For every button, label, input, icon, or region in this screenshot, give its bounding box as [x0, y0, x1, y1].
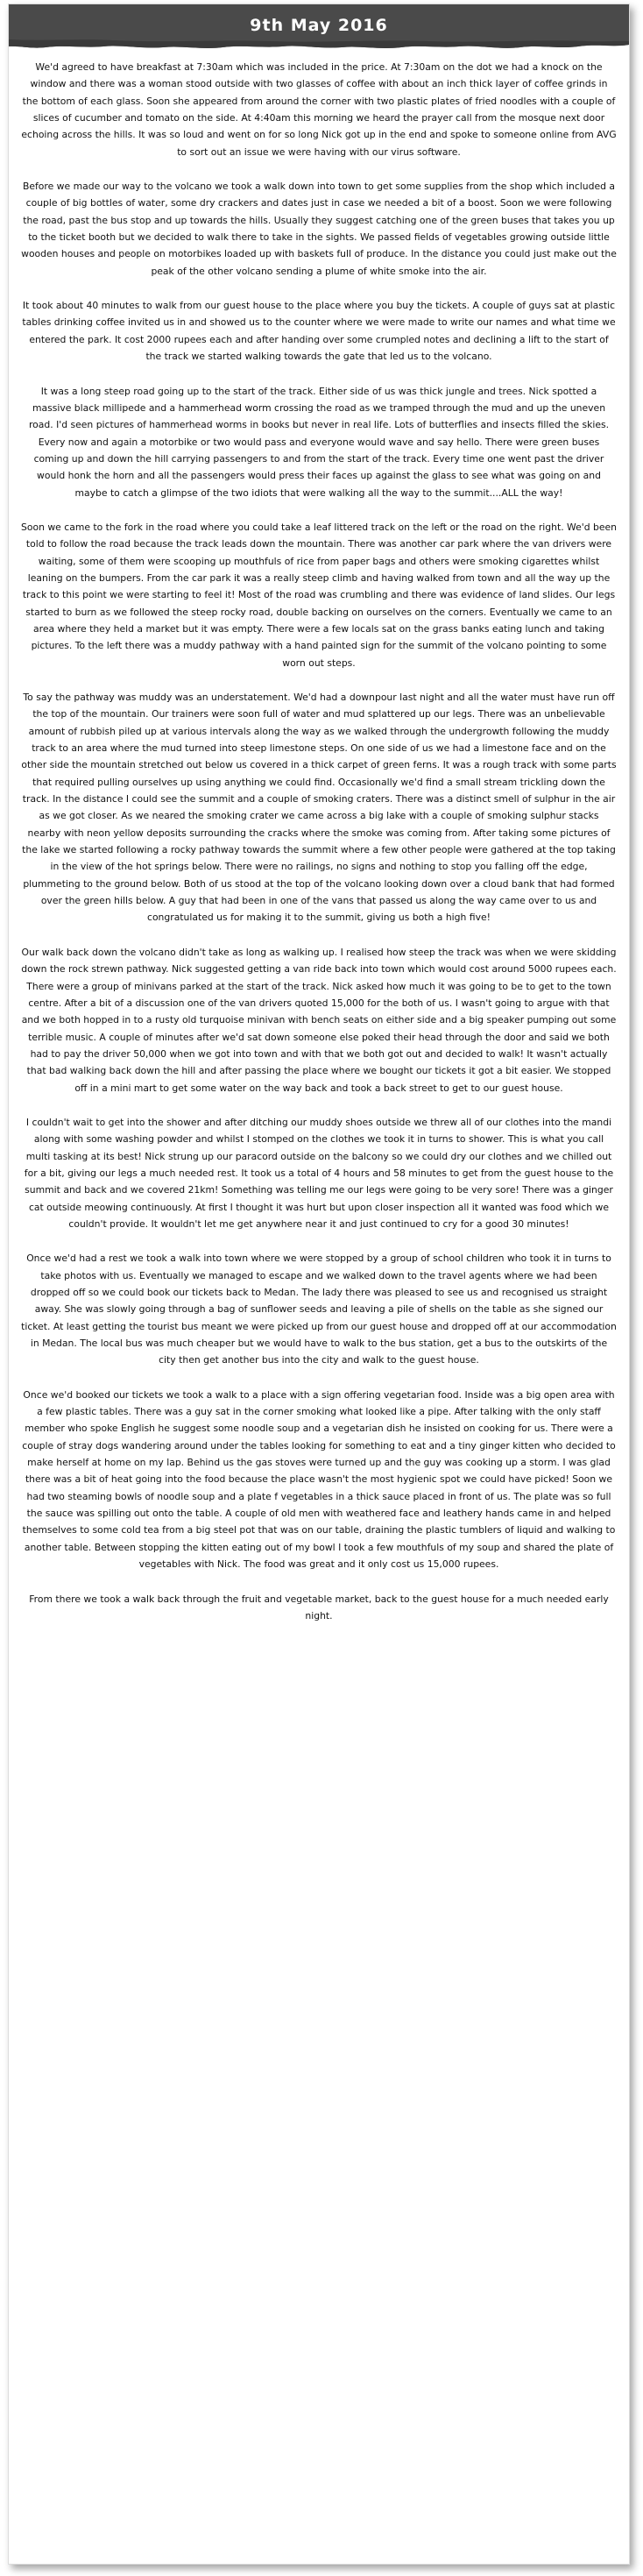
- paragraph-muddy-pathway: To say the pathway was muddy was an understatement. We'd had a downpour last night and all the water must have run off the top of the mountain. Our trainers were soon full of water and mud splattered up our legs. There was an unbelievable amount of rubbish piled up at various intervals along the way as we walked through the undergrowth following the muddy track to an area where the mud turned into steep limestone steps. On one side of us we had a limestone face and on the other side the mountain stretched out below us covered in a thick carpet of green ferns. It was a rough track with some parts that required pulling ourselves up using anything we could find. Occasionally we'd find a small stream trickling down the track. In the distance I could see the summit and a couple of smoking craters. There was a distinct smell of sulphur in the air as we got closer. As we neared the smoking crater we came across a big lake with a couple of smoking sulphur stacks nearby with neon yellow deposits surrounding the cracks where the smoke was coming from. After taking some pictures of the lake we started following a rocky pathway towards the summit where a few other people were gathered at the top taking in the view of the hot springs below. There were no railings, no signs and nothing to stop you falling off the edge, plummeting to the ground below. Both of us stood at the top of the volcano looking down over a cloud bank that had formed over the green hills below. A guy that had been in one of the vans that passed us along the way came over to us and congratulated us for making it to the summit, giving us both a high five!: [21, 692, 617, 924]
- journal-page: [8, 4, 630, 2565]
- paragraph-fork-in-road: Soon we came to the fork in the road where you could take a leaf littered track on the left or the road on the right. We'd been told to follow the road because the track leads down the mountain. There was another car park where the van drivers were waiting, some of them were scooping up mouthfuls of rice from paper bags and others were smoking cigarettes whilst leaning on the bumpers. From the car park it was a really steep climb and having walked from town and all the way up the track to this point we were starting to feel it! Most of the road was crumbling and there was evidence of land slides. Our legs started to burn as we followed the steep rocky road, double backing on ourselves on the corners. Eventually we came to an area where they held a market but it was empty. There were a few locals sat on the grass banks eating lunch and taking pictures. To the left there was a muddy pathway with a hand painted sign for the summit of the volcano pointing to some worn out steps.: [21, 521, 617, 669]
- paragraph-market: From there we took a walk back through the fruit and vegetable market, back to the guest house for a much needed early night.: [29, 1593, 609, 1622]
- paragraph-walk-down: Our walk back down the volcano didn't take as long as walking up. I realised how steep the track was when we were skidding down the rock strewn pathway. Nick suggested getting a van ride back into town which would cost around 5000 rupees each. There were a group of minivans parked at the start of the track. Nick asked how much it was going to be to get to the town centre. After a bit of a discussion one of the van drivers quoted 15,000 for the both of us. I wasn't going to argue with that and we both hopped in to a rusty old turquoise minivan with bench seats on either side and a big speaker pumping out some terrible music. A couple of minutes after we'd sat down someone else poked their head through the door and said we both had to pay the driver 50,000 when we got into town and with that we both got out and decided to walk! It wasn't actually that bad walking back down the hill and after passing the place where we bought our tickets it got a bit easier. We stopped off in a mini mart to get some water on the way back and took a back street to get to our guest house.: [21, 946, 617, 1094]
- paragraph-tickets: It took about 40 minutes to walk from our guest house to the place where you buy the tickets. A couple of guys sat at plastic tables drinking coffee invited us in and showed us to the counter where we were made to write our names and what time we entered the park. It cost 2000 rupees each and after handing over some crumpled notes and declining a lift to the start of the track we started walking towards the gate that led us to the volcano.: [22, 300, 616, 363]
- date-banner: [9, 4, 629, 55]
- paragraph-road-up: It was a long steep road going up to the start of the track. Either side of us was thick jungle and trees. Nick spotted a massive black millipede and a hammerhead worm crossing the road as we tramped through the mud and up the uneven road. I'd seen pictures of hammerhead worms in books but never in real life. Lots of butterflies and insects filled the skies. Every now and again a motorbike or two would pass and everyone would wave and say hello. There were green buses coming up and down the hill carrying passengers to and from the start of the track. Every time one went past the driver would honk the horn and all the passengers would press their faces up against the glass to see what was going on and maybe to catch a glimpse of the two idiots that were walking all the way to the summit....ALL the way!: [28, 385, 610, 499]
- paragraph-supplies: Before we made our way to the volcano we took a walk down into town to get some supplies from the shop which included a couple of big bottles of water, some dry crackers and dates just in case we needed a bit of a boost. Soon we were following the road, past the bus stop and up towards the hills. Usually they suggest catching one of the green buses that takes you up to the ticket booth but we decided to walk there to take in the sights. We passed fields of vegetables growing outside little wooden houses and people on motorbikes loaded up with baskets full of produce. In the distance you could just make out the peak of the other volcano sending a plume of white smoke into the air.: [21, 181, 617, 277]
- entry-body: [21, 59, 617, 1642]
- entry-date: 9th May 2016: [250, 16, 388, 35]
- paragraph-vegetarian-food: Once we'd booked our tickets we took a walk to a place with a sign offering vegetarian food. Inside was a big open area with a few plastic tables. There was a guy sat in the corner smoking what looked like a pipe. After talking with the only staff member who spoke English he suggest some noodle soup and a vegetarian dish he insisted on cooking for us. There were a couple of stray dogs wandering around under the tables looking for something to eat and a tiny ginger kitten who decided to make herself at home on my lap. Behind us the gas stoves were turned up and the guy was cooking up a storm. I was glad there was a bit of heat going into the food because the place wasn't the most hygienic spot we could have picked! Soon we had two steaming bowls of noodle soup and a plate f vegetables in a thick sauce placed in front of us. The plate was so full the sauce was spilling out onto the table. A couple of old men with weathered face and leathery hands came in and helped themselves to some cold tea from a big steel pot that was on our table, draining the plastic tumblers of liquid and walking to another table. Between stopping the kitten eating out of my bowl I took a few mouthfuls of my soup and shared the plate of vegetables with Nick. The food was great and it only cost us 15,000 rupees.: [22, 1388, 616, 1571]
- paragraph-shower: I couldn't wait to get into the shower and after ditching our muddy shoes outside we threw all of our clothes into the mandi along with some washing powder and whilst I stomped on the clothes we took it in turns to shower. This is what you call multi tasking at its best! Nick strung up our paracord outside on the balcony so we could dry our clothes and we chilled out for a bit, giving our legs a much needed rest. It took us a total of 4 hours and 58 minutes to get from the guest house to the summit and back and we covered 21km! Something was telling me our legs were going to be very sore! There was a ginger cat outside meowing continuously. At first I thought it was hurt but upon closer inspection all it wanted was food which we couldn't provide. It wouldn't let me get anywhere near it and just continued to cry for a good 30 minutes!: [24, 1116, 614, 1230]
- paragraph-breakfast: We'd agreed to have breakfast at 7:30am which was included in the price. At 7:30am on the dot we had a knock on the window and there was a woman stood outside with two glasses of coffee with about an inch thick layer of coffee grinds in the bottom of each glass. Soon she appeared from around the corner with two plastic plates of fried noodles with a couple of slices of cucumber and tomato on the side. At 4:40am this morning we heard the prayer call from the mosque next door echoing across the hills. It was so loud and went on for so long Nick got up in the end and spoke to someone online from AVG to sort out an issue we were having with our virus software.: [21, 61, 617, 158]
- paragraph-town: Once we'd had a rest we took a walk into town where we were stopped by a group of school children who took it in turns to take photos with us. Eventually we managed to escape and we walked down to the travel agents where we had been dropped off so we could book our tickets back to Medan. The lady there was pleased to see us and recognised us straight away. She was slowly going through a bag of sunflower seeds and leaving a pile of shells on the table as she signed our ticket. At least getting the tourist bus meant we were picked up from our guest house and dropped off at our accommodation in Medan. The local bus was much cheaper but we would have to walk to the bus station, get a bus to the outskirts of the city then get another bus into the city and walk to the guest house.: [21, 1253, 617, 1366]
